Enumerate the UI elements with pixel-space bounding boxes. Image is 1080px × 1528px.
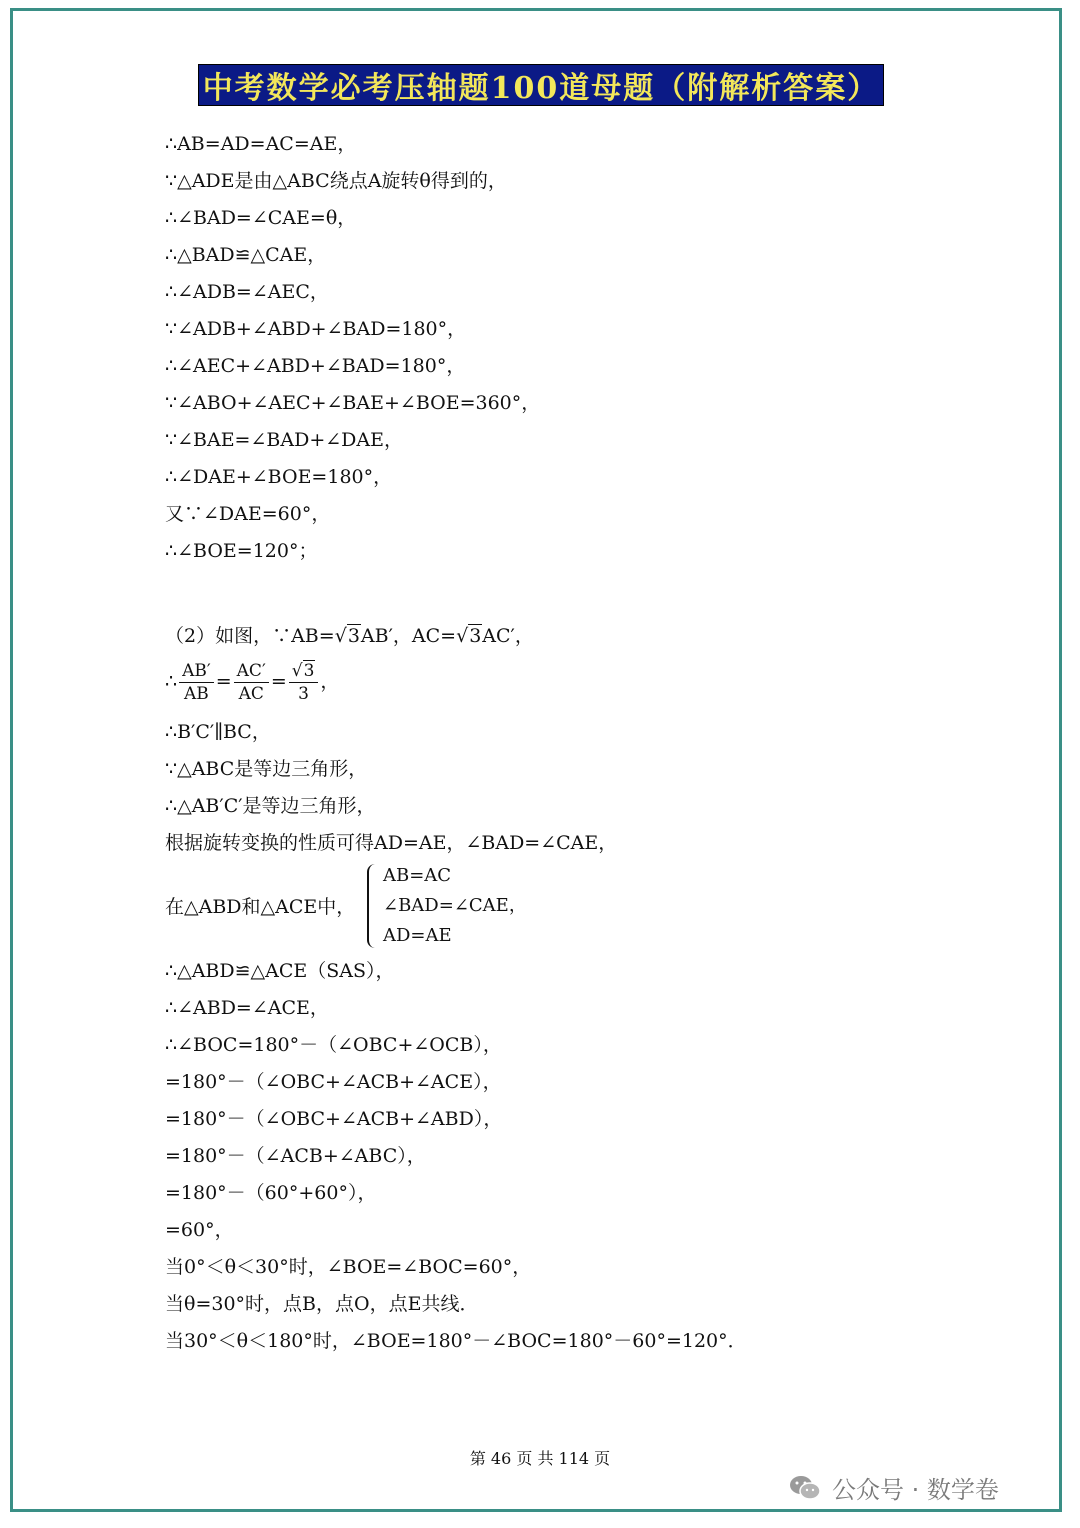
solution-line: =180°－（∠OBC+∠ACB+∠ACE），: [165, 1071, 502, 1093]
solution-line: =180°－（∠ACB+∠ABC），: [165, 1145, 426, 1167]
fraction-denominator: AC: [238, 684, 264, 704]
solution-line: ∴∠BOC=180°－（∠OBC+∠OCB），: [165, 1034, 502, 1056]
solution-line: ∴AB=AD=AC=AE，: [165, 133, 357, 155]
solution-line: ∵∠ADB+∠ABD+∠BAD=180°，: [165, 318, 467, 340]
solution-line: ∵∠BAE=∠BAD+∠DAE，: [165, 429, 403, 451]
solution-line: ∴∠BAD=∠CAE=θ，: [165, 207, 357, 229]
solution-line: 根据旋转变换的性质可得AD=AE，∠BAD=∠CAE，: [165, 832, 618, 854]
fraction: [289, 660, 319, 705]
solution-line: ∴△ABD≌△ACE（SAS），: [165, 960, 395, 982]
fraction-numerator: AC′: [234, 660, 269, 683]
condition-row: AB=AC: [383, 865, 452, 886]
sqrt-radicand: 3: [347, 625, 360, 647]
title-banner: [198, 64, 884, 106]
sqrt-radicand: 3: [469, 625, 482, 647]
fraction-numerator: √3: [289, 660, 319, 683]
solution-line: 当θ=30°时，点B，点O，点E共线．: [165, 1293, 479, 1315]
system-prefix: 在△ABD和△ACE中，: [165, 896, 356, 918]
watermark-text: 公众号 · 数学卷: [832, 1476, 999, 1504]
page-footer: 第 46 页 共 114 页: [469, 1449, 611, 1468]
solution-line: ∵△ADE是由△ABC绕点A旋转θ得到的，: [165, 170, 507, 192]
solution-line: =60°，: [165, 1219, 234, 1241]
solution-line: =180°－（∠OBC+∠ACB+∠ABD），: [165, 1108, 503, 1130]
part2-intro: [165, 624, 534, 648]
solution-line: ∵∠ABO+∠AEC+∠BAE+∠BOE=360°，: [165, 392, 541, 414]
solution-line: =180°－（60°+60°），: [165, 1182, 377, 1204]
fraction: [179, 660, 214, 705]
intro-mid: AB′，AC=: [360, 625, 457, 647]
ratio-line: ∴ $\frac{AB'}{AB}$ = $\frac{AC'}{AC}$ = $\frac{√3}{3}$ ，: [165, 661, 340, 704]
left-brace: [367, 864, 379, 948]
condition-text: ∠BAD=∠CAE: [383, 895, 509, 916]
intro-end: AC′，: [482, 625, 534, 647]
solution-line: ∴∠AEC+∠ABD+∠BAD=180°，: [165, 355, 466, 377]
solution-line: ∴∠BOE=120°；: [165, 540, 318, 562]
solution-line: 当0°＜θ＜30°时，∠BOE=∠BOC=60°，: [165, 1256, 532, 1278]
ratio-prefix: ∴: [165, 670, 178, 693]
watermark: [788, 1470, 999, 1505]
condition-row: AD=AE: [383, 925, 452, 946]
sqrt-symbol: √3: [456, 625, 482, 647]
fraction-numerator: AB′: [179, 660, 214, 683]
ratio-suffix: ，: [320, 670, 340, 693]
intro-prefix: （2）如图，∵AB=: [165, 625, 335, 647]
condition-suffix: ，: [508, 895, 527, 916]
solution-line: ∴△AB′C′是等边三角形，: [165, 795, 376, 817]
solution-line: ∴∠ABD=∠ACE，: [165, 997, 329, 1019]
sqrt-symbol: √3: [334, 625, 360, 647]
sqrt-radicand: 3: [303, 661, 315, 681]
page-title: 中考数学必考压轴题100道母题（附解析答案）: [202, 71, 880, 106]
solution-line: 当30°＜θ＜180°时，∠BOE=180°－∠BOC=180°－60°=120°．: [165, 1330, 747, 1352]
condition-row: [383, 896, 527, 916]
solution-line: 又∵∠DAE=60°，: [165, 503, 331, 525]
solution-line: ∵△ABC是等边三角形，: [165, 758, 368, 780]
fraction: [234, 660, 269, 705]
wechat-icon: [788, 1474, 822, 1502]
solution-line: ∴△BAD≌△CAE，: [165, 244, 327, 266]
fraction-denominator: AB: [184, 684, 209, 704]
fraction-denominator: 3: [298, 684, 309, 704]
solution-line: ∴B′C′∥BC，: [165, 721, 271, 743]
solution-line: ∴∠ADB=∠AEC，: [165, 281, 329, 303]
solution-line: ∴∠DAE+∠BOE=180°，: [165, 466, 393, 488]
